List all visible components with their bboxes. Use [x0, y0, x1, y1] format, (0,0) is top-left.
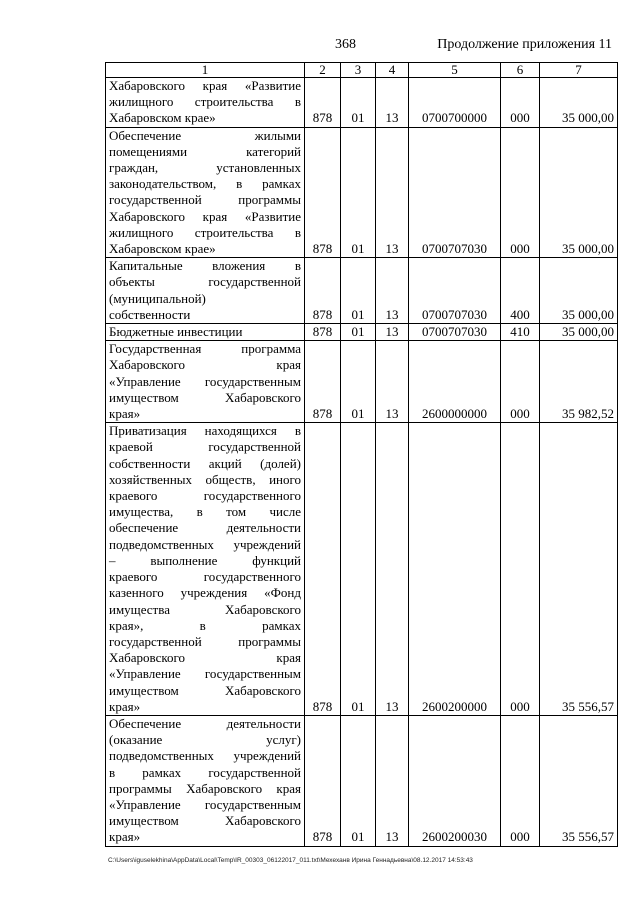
- table-row: [106, 341, 618, 423]
- item-name-cell: [106, 127, 305, 258]
- expense-type-cell: 410: [501, 324, 540, 341]
- item-name-cell: [106, 324, 305, 341]
- column-header: 1: [106, 63, 305, 78]
- file-path-footer: C:\Users\iguselekhina\AppData\Local\Temp\IR_00303_06122017_011.txt\Мехеханв Ирина Геннадьевна\08.12.2017 14:53:43: [108, 857, 473, 864]
- column-header: 2: [305, 63, 341, 78]
- item-name-line: «Управление государственным: [109, 666, 301, 682]
- table-header-row: [106, 63, 618, 78]
- item-name-line: (оказание услуг): [109, 732, 301, 748]
- item-name-line: программы Хабаровского края: [109, 780, 301, 796]
- item-name-line: края»: [109, 829, 141, 845]
- item-name-line: обеспечение деятельности: [109, 520, 301, 536]
- item-name-line: (муниципальной): [109, 290, 206, 306]
- item-name-line: краевого государственного: [109, 488, 301, 504]
- subsection-code-cell: 13: [376, 341, 409, 423]
- item-name-line: законодательством, в рамках: [109, 176, 301, 192]
- section-code-cell: 01: [341, 423, 376, 716]
- item-name-line: собственности: [109, 306, 191, 322]
- department-code-cell: 878: [305, 324, 341, 341]
- target-article-cell: 0700707030: [409, 324, 501, 341]
- item-name-line: собственности акций (долей): [109, 455, 301, 471]
- item-name-line: подведомственных учреждений: [109, 536, 301, 552]
- item-name-line: краевой государственной: [109, 439, 301, 455]
- item-name-line: «Управление государственным: [109, 373, 301, 389]
- item-name-line: Бюджетные инвестиции: [109, 324, 243, 340]
- item-name-line: Хабаровского края «Развитие: [109, 208, 301, 224]
- department-code-cell: 878: [305, 127, 341, 258]
- target-article-cell: 2600000000: [409, 341, 501, 423]
- section-code-cell: 01: [341, 78, 376, 128]
- item-name-line: Обеспечение жилыми: [109, 127, 301, 143]
- department-code-cell: 878: [305, 78, 341, 128]
- item-name-line: граждан, установленных: [109, 160, 301, 176]
- item-name-line: Государственная программа: [109, 341, 301, 357]
- section-code-cell: 01: [341, 127, 376, 258]
- item-name-line: хозяйственных обществ, иного: [109, 471, 301, 487]
- item-name-line: государственной программы: [109, 192, 301, 208]
- expense-type-cell: 000: [501, 423, 540, 716]
- expense-type-cell: 000: [501, 715, 540, 846]
- item-name-line: казенного учреждения «Фонд: [109, 585, 301, 601]
- item-name-line: в рамках государственной: [109, 764, 301, 780]
- table-row: [106, 423, 618, 716]
- item-name-line: Хабаровского края: [109, 357, 301, 373]
- item-name-line: Хабаровском крае»: [109, 241, 216, 257]
- item-name-line: Капитальные вложения в: [109, 258, 301, 274]
- section-code-cell: 01: [341, 324, 376, 341]
- department-code-cell: 878: [305, 715, 341, 846]
- target-article-cell: 0700707030: [409, 127, 501, 258]
- department-code-cell: 878: [305, 341, 341, 423]
- target-article-cell: 2600200030: [409, 715, 501, 846]
- item-name-line: имуществом Хабаровского: [109, 682, 301, 698]
- item-name-line: жилищного строительства в: [109, 94, 301, 110]
- item-name-line: краевого государственного: [109, 569, 301, 585]
- item-name-line: жилищного строительства в: [109, 224, 301, 240]
- table-row: [106, 715, 618, 846]
- page-number: 368: [335, 37, 356, 52]
- table-row: [106, 78, 618, 128]
- item-name-line: края»: [109, 698, 141, 714]
- item-name-line: «Управление государственным: [109, 796, 301, 812]
- expense-type-cell: 000: [501, 127, 540, 258]
- department-code-cell: 878: [305, 258, 341, 324]
- item-name-line: края»: [109, 406, 141, 422]
- item-name-line: Приватизация находящихся в: [109, 423, 301, 439]
- table-body: [106, 78, 618, 847]
- department-code-cell: 878: [305, 423, 341, 716]
- subsection-code-cell: 13: [376, 127, 409, 258]
- column-header: 3: [341, 63, 376, 78]
- subsection-code-cell: 13: [376, 324, 409, 341]
- subsection-code-cell: 13: [376, 258, 409, 324]
- table-row: [106, 127, 618, 258]
- column-header: 6: [501, 63, 540, 78]
- item-name-line: объекты государственной: [109, 274, 301, 290]
- item-name-line: помещениями категорий: [109, 143, 301, 159]
- item-name-line: края», в рамках: [109, 617, 301, 633]
- item-name-line: Обеспечение деятельности: [109, 715, 301, 731]
- amount-cell: 35 000,00: [540, 127, 618, 258]
- continuation-title: Продолжение приложения 11: [437, 37, 612, 52]
- target-article-cell: 0700700000: [409, 78, 501, 128]
- amount-cell: 35 000,00: [540, 78, 618, 128]
- item-name-line: подведомственных учреждений: [109, 748, 301, 764]
- table-row: [106, 324, 618, 341]
- item-name-line: имущества, в том числе: [109, 504, 301, 520]
- column-header: 4: [376, 63, 409, 78]
- expense-type-cell: 000: [501, 341, 540, 423]
- section-code-cell: 01: [341, 341, 376, 423]
- item-name-line: Хабаровском крае»: [109, 110, 216, 126]
- amount-cell: 35 000,00: [540, 324, 618, 341]
- section-code-cell: 01: [341, 258, 376, 324]
- item-name-line: Хабаровского края: [109, 650, 301, 666]
- subsection-code-cell: 13: [376, 715, 409, 846]
- item-name-line: Хабаровского края «Развитие: [109, 78, 301, 93]
- expense-type-cell: 400: [501, 258, 540, 324]
- item-name-cell: [106, 715, 305, 846]
- column-header: 7: [540, 63, 618, 78]
- amount-cell: 35 982,52: [540, 341, 618, 423]
- item-name-line: государственной программы: [109, 633, 301, 649]
- expense-type-cell: 000: [501, 78, 540, 128]
- item-name-cell: [106, 258, 305, 324]
- item-name-cell: [106, 78, 305, 128]
- target-article-cell: 2600200000: [409, 423, 501, 716]
- item-name-cell: [106, 341, 305, 423]
- subsection-code-cell: 13: [376, 423, 409, 716]
- item-name-cell: [106, 423, 305, 716]
- item-name-line: – выполнение функций: [109, 552, 301, 568]
- amount-cell: 35 000,00: [540, 258, 618, 324]
- amount-cell: 35 556,57: [540, 715, 618, 846]
- column-header: 5: [409, 63, 501, 78]
- item-name-line: имуществом Хабаровского: [109, 813, 301, 829]
- budget-table: [105, 62, 618, 847]
- section-code-cell: 01: [341, 715, 376, 846]
- subsection-code-cell: 13: [376, 78, 409, 128]
- target-article-cell: 0700707030: [409, 258, 501, 324]
- item-name-line: имуществом Хабаровского: [109, 389, 301, 405]
- table-row: [106, 258, 618, 324]
- amount-cell: 35 556,57: [540, 423, 618, 716]
- item-name-line: имущества Хабаровского: [109, 601, 301, 617]
